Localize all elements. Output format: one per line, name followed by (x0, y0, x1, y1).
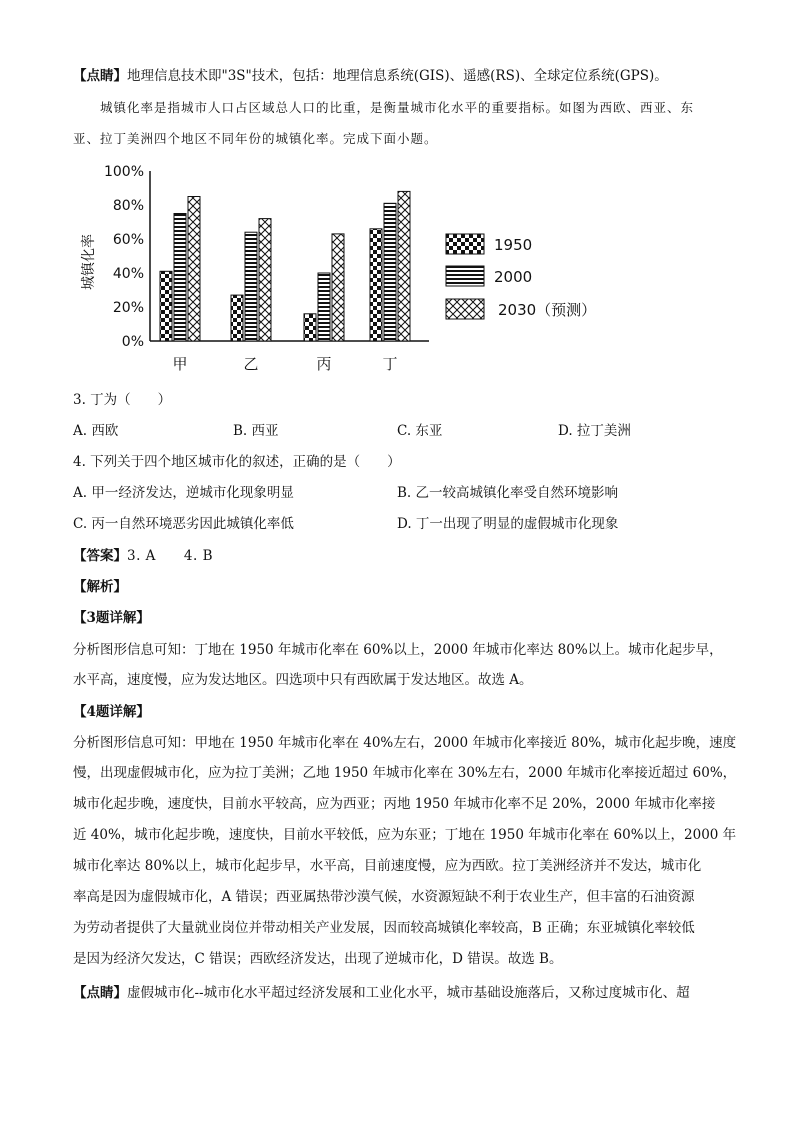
intro-line-2: 亚、拉丁美洲四个地区不同年份的城镇化率。完成下面小题。 (73, 131, 438, 146)
category-label: 甲 (172, 355, 188, 373)
intro-line-1: 城镇化率是指城市人口占区域总人口的比重，是衡量城市化水平的重要指标。如图为西欧、西亚、东 (100, 100, 695, 115)
detail-4-line: 是因为经济欠发达，C 错误；西欧经济发达，出现了逆城市化，D 错误。故选 B。 (73, 951, 563, 967)
bar-丙-2030（预测） (332, 234, 344, 341)
question-4-stem: 4. 下列关于四个地区城市化的叙述，正确的是（ ） (73, 454, 401, 470)
y-tick-label: 20% (112, 300, 144, 316)
q3-option-d: D. 拉丁美洲 (558, 423, 631, 439)
tip-paragraph-2 (73, 983, 690, 1003)
q4-option-a: A. 甲一经济发达，逆城市化现象明显 (73, 485, 294, 501)
legend-label: 2030（预测） (498, 301, 597, 319)
detail-4-line: 城市化起步晚，速度快，目前水平较高，应为西亚；丙地 1950 年城市化率不足 20%，2000 年城市化率接 (73, 796, 716, 812)
q3-option-b: B. 西亚 (233, 423, 279, 439)
q4-option-d: D. 丁一出现了明显的虚假城市化现象 (397, 516, 619, 532)
category-label: 丙 (316, 355, 332, 373)
detail-4-line: 城市化率达 80%以上，城市化起步早，水平高，目前速度慢，应为西欧。拉丁美洲经济并不发达，城市化 (73, 858, 702, 874)
chart-y-label: 城镇化率 (81, 234, 97, 290)
bar-甲-2030（预测） (188, 197, 200, 342)
bar-丙-2000 (318, 273, 330, 341)
category-label: 丁 (382, 355, 398, 373)
urbanization-bar-chart (73, 158, 613, 380)
detail-4-line: 率高是因为虚假城市化，A 错误；西亚属热带沙漠气候，水资源短缺不利于农业生产，但丰富的石油资源 (73, 889, 695, 905)
detail-4-line: 为劳动者提供了大量就业岗位并带动相关产业发展，因而较高城镇化率较高，B 正确；东亚城镇化率较低 (73, 920, 695, 936)
legend-swatch (446, 299, 484, 319)
detail-3-line: 水平高，速度慢，应为发达地区。四选项中只有西欧属于发达地区。故选 A。 (73, 672, 533, 688)
tip-label: 【点睛】 (73, 68, 127, 84)
bar-乙-2000 (245, 232, 257, 341)
q3-option-c: C. 东亚 (397, 423, 443, 439)
tip-text: 地理信息技术即"3S"技术，包括：地理信息系统(GIS)、遥感(RS)、全球定位系统(GPS)。 (127, 68, 668, 84)
detail-3-line: 分析图形信息可知：丁地在 1950 年城市化率在 60%以上，2000 年城市化率达 80%以上。城市化起步早， (73, 642, 723, 658)
bar-甲-1950 (160, 271, 172, 341)
answer-line (73, 546, 213, 566)
tip-label: 【点睛】 (73, 985, 127, 1001)
chart-bars (160, 191, 410, 341)
detail-4-line: 近 40%，城市化起步晚，速度快，目前水平较低，应为东亚；丁地在 1950 年城市化率在 60%以上，2000 年 (73, 827, 737, 843)
answer-label: 【答案】 (73, 548, 127, 564)
bar-丁-2030（预测） (398, 191, 410, 341)
tip-paragraph-1 (73, 66, 668, 86)
detail-4-line: 慢，出现虚假城市化，应为拉丁美洲；乙地 1950 年城市化率在 30%左右，2000 年城市化率接近超过 60%， (73, 765, 737, 781)
tip-text: 虚假城市化--城市化水平超过经济发展和工业化水平，城市基础设施落后，又称过度城市化、超 (127, 985, 690, 1001)
question-3-stem: 3. 丁为（ ） (73, 392, 172, 408)
category-label: 乙 (243, 355, 259, 373)
y-tick-label: 80% (112, 198, 144, 214)
q3-option-a: A. 西欧 (73, 423, 119, 439)
bar-甲-2000 (174, 214, 186, 342)
chart-categories (172, 355, 397, 373)
q4-option-b: B. 乙一较高城镇化率受自然环境影响 (397, 485, 619, 501)
y-tick-label: 100% (103, 164, 144, 180)
analysis-label: 【解析】 (73, 579, 127, 595)
bar-乙-2030（预测） (259, 219, 271, 341)
chart-ticks (104, 164, 144, 350)
legend-swatch (446, 234, 484, 254)
chart-legend (446, 234, 596, 319)
y-tick-label: 40% (112, 266, 144, 282)
y-tick-label: 60% (112, 232, 144, 248)
bar-丁-1950 (370, 229, 382, 341)
detail-4-label: 【4题详解】 (73, 704, 150, 720)
detail-4-line: 分析图形信息可知：甲地在 1950 年城市化率在 40%左右，2000 年城市化率接近 80%，城市化起步晚，速度 (73, 735, 737, 751)
bar-乙-1950 (231, 295, 243, 341)
legend-swatch (446, 266, 484, 286)
legend-label: 1950 (494, 236, 533, 254)
bar-丙-1950 (304, 314, 316, 341)
bar-丁-2000 (384, 203, 396, 341)
legend-label: 2000 (494, 268, 533, 286)
y-tick-label: 0% (121, 334, 144, 350)
answer-text: 3. A 4. B (127, 548, 214, 564)
q4-option-c: C. 丙一自然环境恶劣因此城镇化率低 (73, 516, 294, 532)
detail-3-label: 【3题详解】 (73, 610, 150, 626)
